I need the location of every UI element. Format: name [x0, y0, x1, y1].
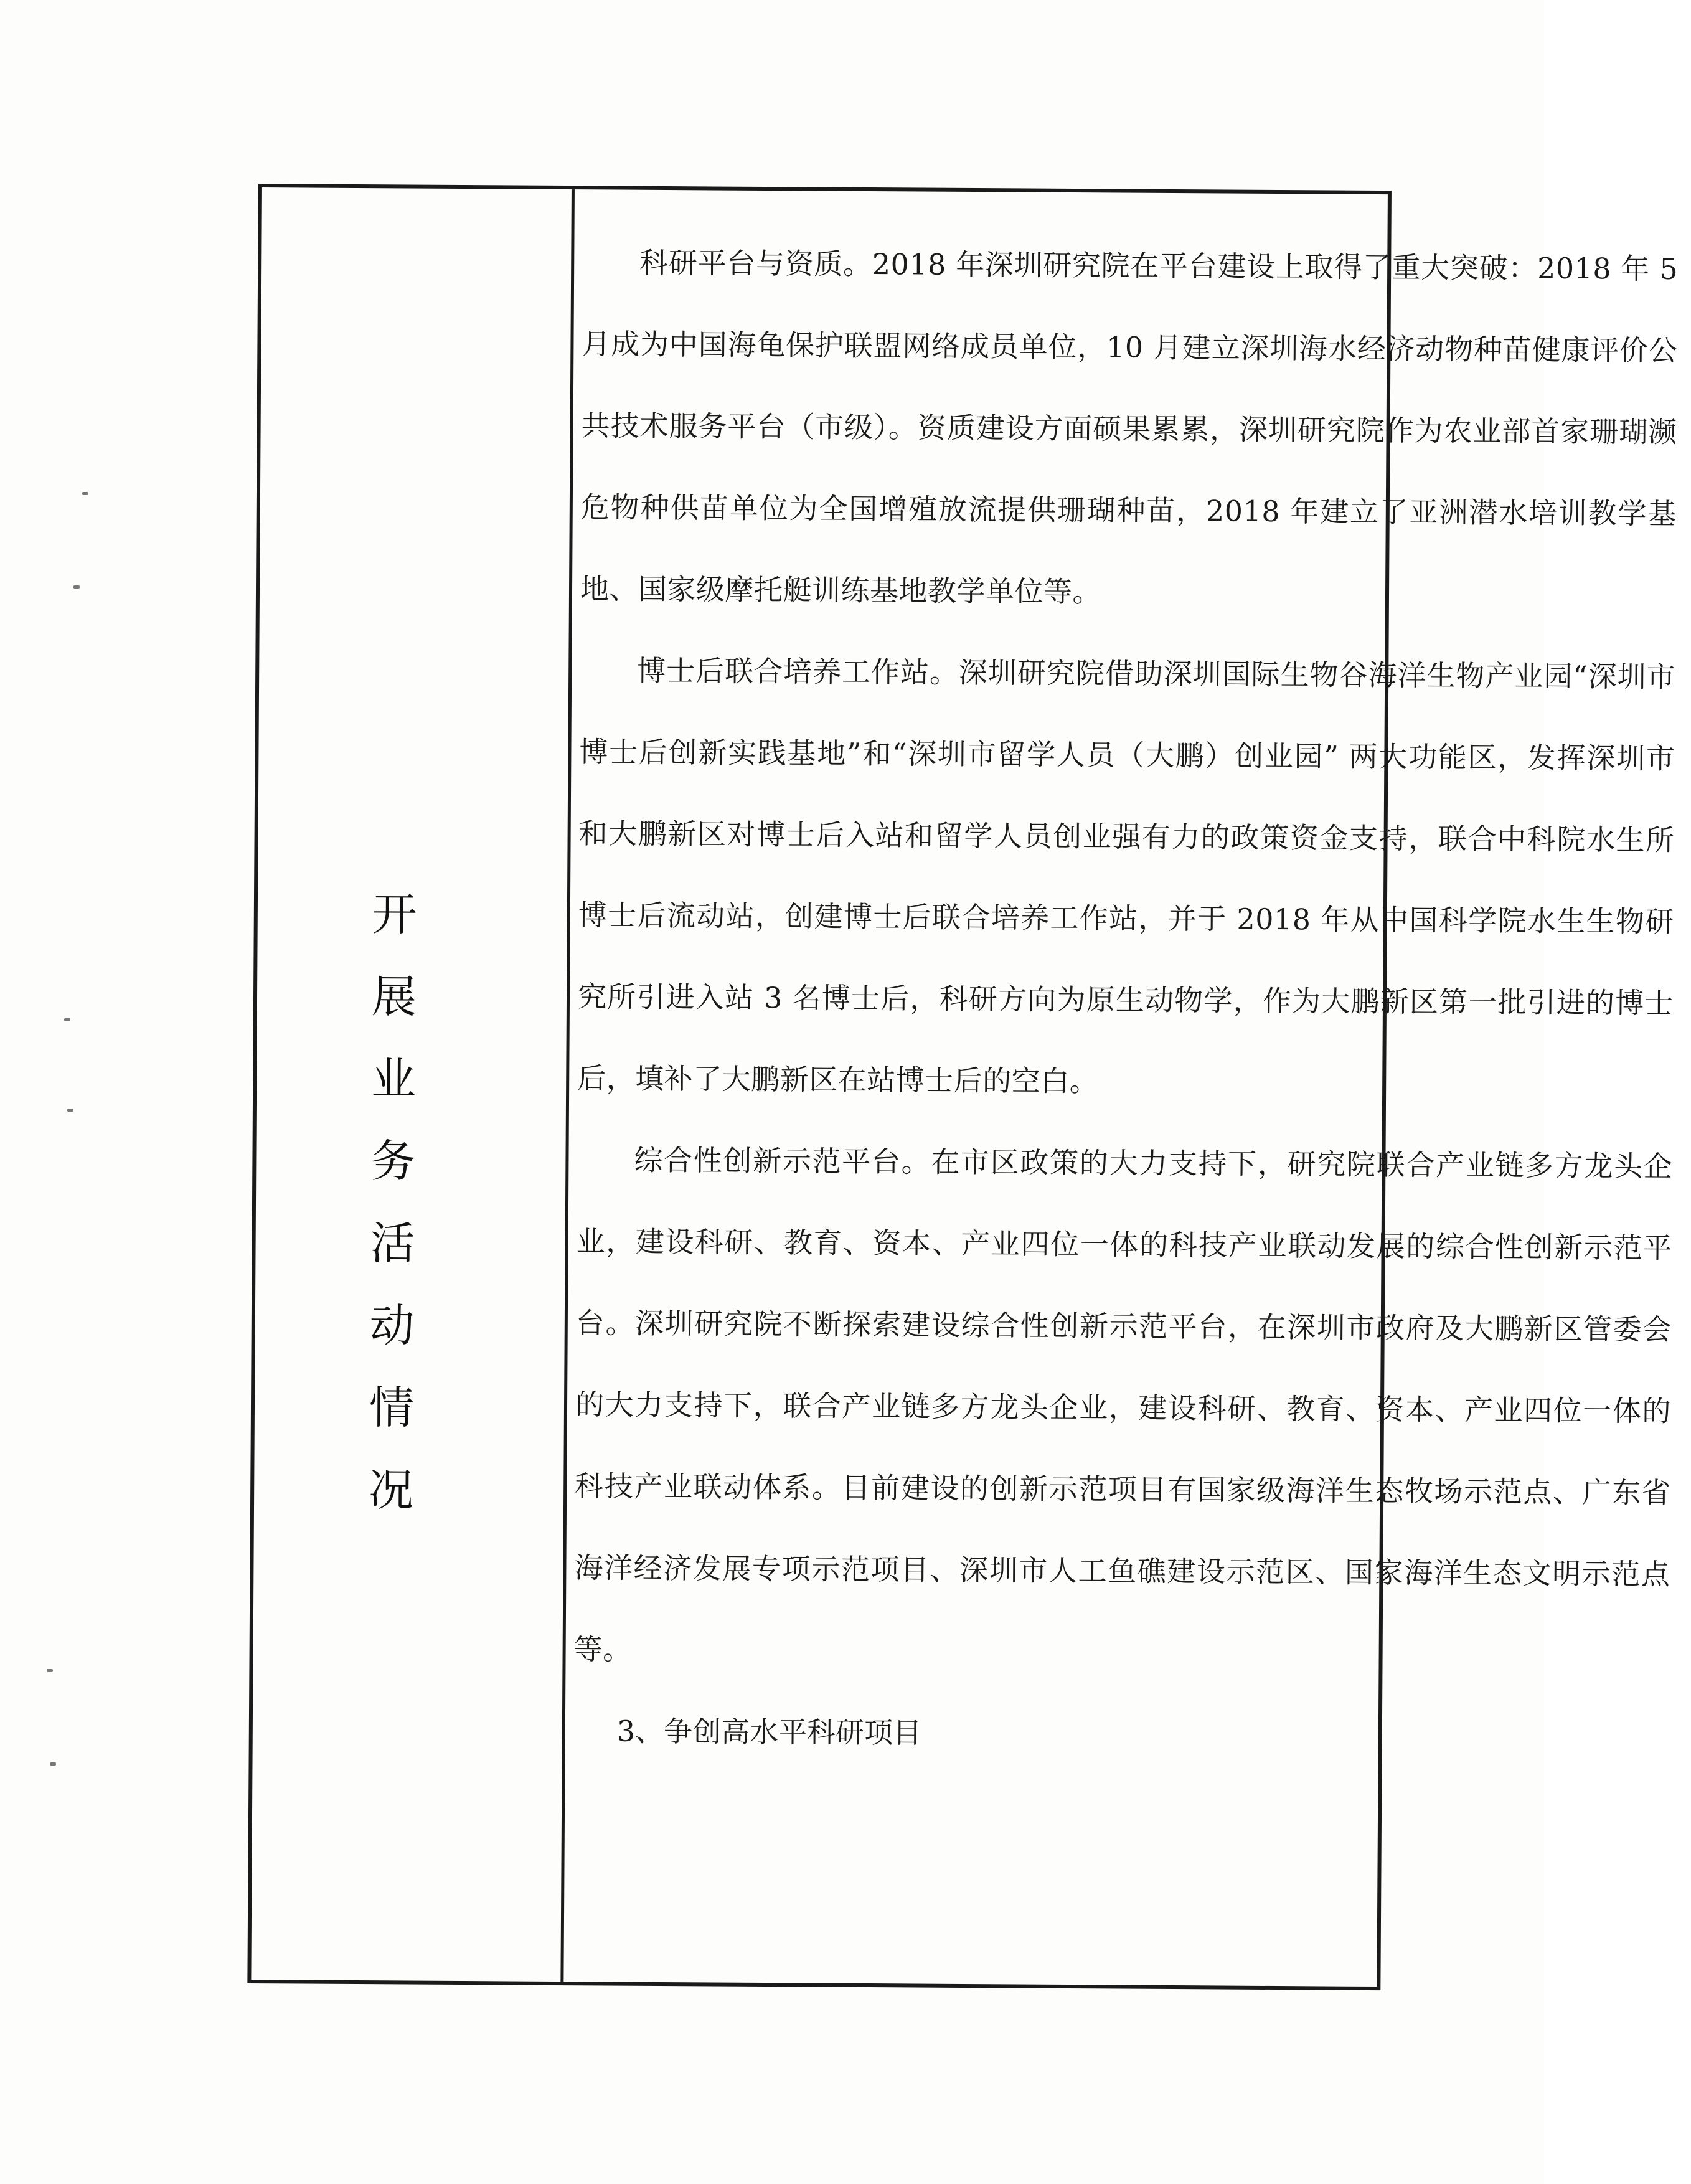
paragraph-postdoc-station: 博士后联合培养工作站。深圳研究院借助深圳国际生物谷海洋生物产业园“深圳市博士后创新实践基地”和“深圳市留学人员（大鹏）创业园” 两大功能区，发挥深圳市和大鹏新区对博士后入站和留学人员创业强有力的政策资金支持，联合中科院水生所博士后流动站，创建博士后联合培养工作站，并于 2018 年从中国科学院水生生物研究所引进入站 3 名博士后，科研方向为原生动物学，作为大鹏新区第一批引进的博士后，填补了大鹏新区在站博士后的空白。: [577, 653, 1676, 1099]
section-heading: 3、争创高水平科研项目: [616, 1714, 922, 1750]
scan-speck: [73, 585, 80, 589]
row-label-char: 况: [368, 1463, 414, 1516]
row-label: [351, 873, 435, 1531]
scan-speck: [50, 1762, 56, 1766]
row-label-char: 活: [370, 1217, 415, 1270]
scan-speck: [67, 1109, 73, 1112]
row-label-char: 业: [370, 1052, 417, 1105]
row-label-char: 务: [370, 1135, 416, 1188]
form-table: [247, 184, 1679, 1990]
scan-speck: [47, 1669, 53, 1672]
row-label-char: 展: [371, 970, 417, 1023]
row-label-char: 开: [372, 888, 418, 941]
row-label-cell: [251, 187, 572, 1982]
row-label-char: 动: [369, 1299, 415, 1352]
scan-speck: [64, 1018, 70, 1021]
paragraph-research-platform: 科研平台与资质。2018 年深圳研究院在平台建设上取得了重大突破：2018 年 5 月成为中国海龟保护联盟网络成员单位，10 月建立深圳海水经济动物种苗健康评价公共技术服务平台（市级）。资质建设方面硕果累累，深圳研究院作为农业部首家珊瑚濒危物种供苗单位为全国增殖放流提供珊瑚种苗，2018 年建立了亚洲潜水培训教学基地、国家级摩托艇训练基地教学单位等。: [580, 245, 1679, 609]
scan-speck: [82, 492, 88, 495]
row-label-char: 情: [369, 1381, 415, 1434]
paragraph-innovation-platform: 综合性创新示范平台。在市区政策的大力支持下，研究院联合产业链多方龙头企业，建设科研、教育、资本、产业四位一体的科技产业联动发展的综合性创新示范平台。深圳研究院不断探索建设综合性创新示范平台，在深圳市政府及大鹏新区管委会的大力支持下，联合产业链多方龙头企业，建设科研、教育、资本、产业四位一体的科技产业联动体系。目前建设的创新示范项目有国家级海洋生态牧场示范点、广东省海洋经济发展专项示范项目、深圳市人工鱼礁建设示范区、国家海洋生态文明示范点等。: [573, 1143, 1673, 1666]
content-cell: [573, 222, 1690, 1779]
